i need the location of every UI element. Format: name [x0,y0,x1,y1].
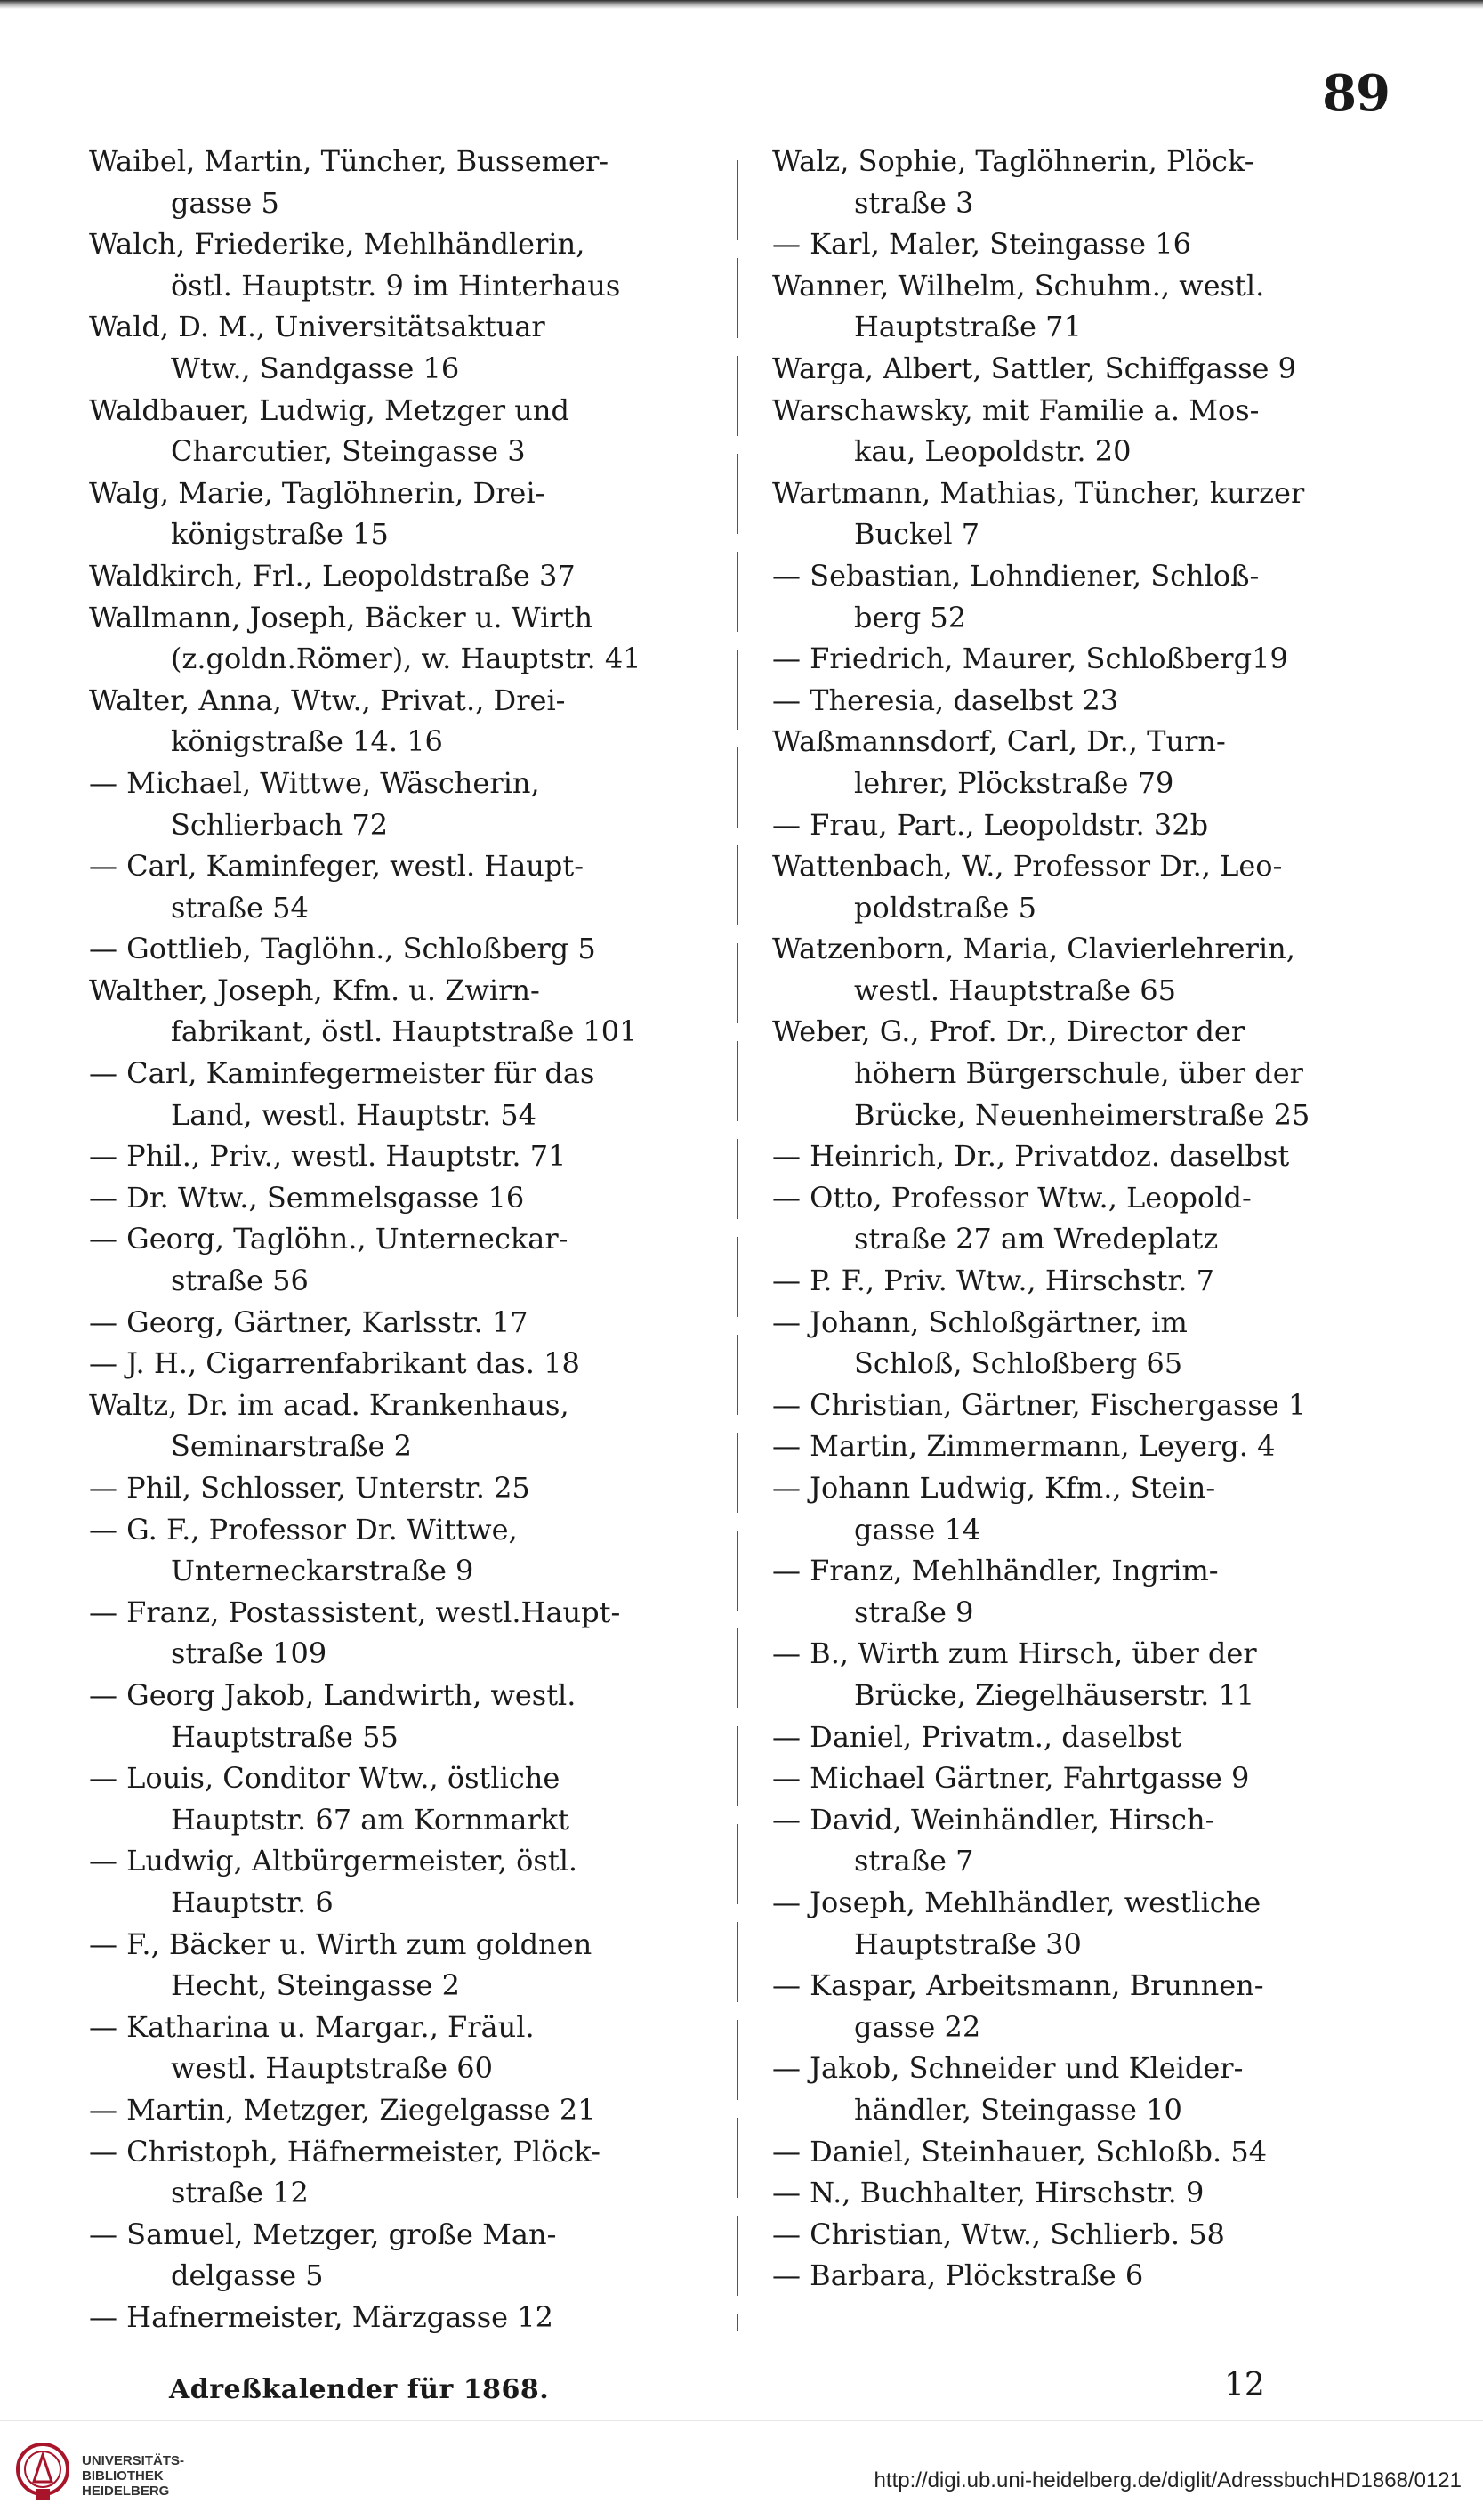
source-url-link[interactable]: http://digi.ub.uni-heidelberg.de/diglit/AdressbuchHD1868/0121 [874,2468,1462,2492]
page-top-edge [0,0,1483,9]
entry-continuation-line: höhern Bürgerschule, über der [854,1056,1303,1091]
directory-entry [89,1302,738,1344]
directory-entry [772,472,1404,555]
entry-line: — Christoph, Häfnermeister, Plöck- [89,2134,600,2169]
directory-entry [772,2048,1404,2130]
entry-line: — Franz, Mehlhändler, Ingrim- [772,1554,1219,1588]
directory-entry [772,1882,1404,1965]
library-name-line: BIBLIOTHEK [82,2468,164,2484]
entry-line: — Franz, Postassistent, westl.Haupt- [89,1595,621,1629]
entry-continuation-line: Brücke, Neuenheimerstraße 25 [854,1097,1310,1132]
entry-line: — Carl, Kaminfegermeister für das [89,1056,595,1091]
entry-line: — David, Weinhändler, Hirsch- [772,1802,1215,1837]
directory-entry [772,1426,1404,1467]
entry-continuation-line: Schloß, Schloßberg 65 [854,1346,1183,1381]
entry-line: Waibel, Martin, Tüncher, Bussemer- [89,144,609,178]
directory-entry [89,555,738,597]
entry-continuation-line: kau, Leopoldstr. 20 [854,434,1132,469]
entry-line: — Johann, Schloßgärtner, im [772,1304,1188,1339]
entry-line: — Heinrich, Dr., Privatdoz. daselbst [772,1139,1290,1174]
directory-entry [89,141,738,223]
entry-continuation-line: händler, Steingasse 10 [854,2092,1182,2127]
directory-entry [89,2297,738,2338]
right-column [772,141,1404,2297]
entry-line: — Daniel, Privatm., daselbst [772,1719,1182,1754]
directory-entry [772,1633,1404,1716]
directory-entry [772,1135,1404,1177]
column-divider [737,160,738,2331]
directory-entry [772,845,1404,928]
directory-entry [772,1965,1404,2048]
entry-line: — Hafnermeister, Märzgasse 12 [89,2299,553,2334]
entry-continuation-line: lehrer, Plöckstraße 79 [854,765,1174,800]
entry-line: — Johann Ludwig, Kfm., Stein- [772,1471,1216,1505]
directory-entry [772,1550,1404,1633]
library-name-line: HEIDELBERG [82,2484,170,2499]
directory-entry [89,845,738,928]
entry-continuation-line: straße 56 [171,1264,309,1298]
directory-entry [89,306,738,389]
entry-continuation-line: gasse 5 [171,185,279,220]
entry-line: Wallmann, Joseph, Bäcker u. Wirth [89,600,593,634]
directory-entry [89,1053,738,1135]
entry-continuation-line: poldstraße 5 [854,890,1036,925]
directory-entry [89,472,738,555]
directory-entry [772,1260,1404,1302]
entry-line: — F., Bäcker u. Wirth zum goldnen [89,1926,592,1961]
entry-line: — Samuel, Metzger, große Man- [89,2217,557,2251]
entry-continuation-line: Hauptstr. 67 am Kornmarkt [171,1802,570,1837]
directory-entry [89,1135,738,1177]
directory-entry [772,928,1404,1011]
entry-line: — Phil., Priv., westl. Hauptstr. 71 [89,1139,567,1174]
entry-continuation-line: Unterneckarstraße 9 [171,1554,474,1588]
entry-continuation-line: Brücke, Ziegelhäuserstr. 11 [854,1677,1255,1712]
entry-line: — Jakob, Schneider und Kleider- [772,2051,1244,2086]
entry-continuation-line: Wtw., Sandgasse 16 [171,351,460,385]
directory-entry [772,2131,1404,2173]
entry-line: — P. F., Priv. Wtw., Hirschstr. 7 [772,1264,1214,1298]
directory-entry [772,390,1404,472]
directory-entry [89,1343,738,1385]
entry-line: Wartmann, Mathias, Tüncher, kurzer [772,475,1305,510]
entry-continuation-line: Hauptstraße 55 [171,1719,399,1754]
entry-continuation-line: westl. Hauptstraße 60 [171,2051,493,2086]
directory-entry [89,2007,738,2089]
entry-continuation-line: westl. Hauptstraße 65 [854,973,1176,1007]
entry-continuation-line: Hauptstraße 71 [854,310,1082,344]
entry-continuation-line: berg 52 [854,600,967,634]
entry-line: Warschawsky, mit Familie a. Mos- [772,392,1260,427]
entry-continuation-line: straße 12 [171,2176,309,2210]
directory-entry [89,2214,738,2297]
entry-line: — Daniel, Steinhauer, Schloßb. 54 [772,2134,1268,2169]
directory-entry [772,223,1404,265]
directory-entry [89,1177,738,1219]
entry-continuation-line: Seminarstraße 2 [171,1429,412,1464]
directory-entry [89,223,738,306]
directory-entry [772,721,1404,804]
directory-entry [772,1799,1404,1882]
directory-entry [772,2172,1404,2214]
entry-line: — Ludwig, Altbürgermeister, östl. [89,1844,578,1878]
entry-continuation-line: östl. Hauptstr. 9 im Hinterhaus [171,268,621,303]
entry-line: Walther, Joseph, Kfm. u. Zwirn- [89,973,540,1007]
page-number: 89 [1322,64,1390,123]
directory-entry [89,1592,738,1675]
entry-continuation-line: Hecht, Steingasse 2 [171,1968,461,2003]
directory-entry [89,763,738,845]
entry-line: — Barbara, Plöckstraße 6 [772,2258,1144,2293]
directory-entry [772,1177,1404,1260]
entry-line: Waldbauer, Ludwig, Metzger und [89,392,569,427]
directory-entry [89,1924,738,2007]
entry-line: Walg, Marie, Taglöhnerin, Drei- [89,475,545,510]
entry-line: — G. F., Professor Dr. Wittwe, [89,1512,518,1547]
footer-title: Adreßkalender für 1868. [169,2374,550,2405]
entry-line: — Michael Gärtner, Fahrtgasse 9 [772,1761,1250,1796]
entry-line: — Kaspar, Arbeitsmann, Brunnen- [772,1968,1264,2003]
directory-entry [772,555,1404,638]
entry-line: — Sebastian, Lohndiener, Schloß- [772,558,1260,593]
directory-entry [89,597,738,680]
entry-continuation-line: Hauptstr. 6 [171,1885,334,1919]
entry-continuation-line: Land, westl. Hauptstr. 54 [171,1097,537,1132]
directory-entry [89,1675,738,1757]
directory-entry [772,638,1404,680]
entry-continuation-line: Hauptstraße 30 [854,1926,1082,1961]
entry-line: Wald, D. M., Universitätsaktuar [89,310,545,344]
left-column [89,141,738,2338]
directory-entry [772,141,1404,223]
directory-entry [772,680,1404,722]
entry-line: — Katharina u. Margar., Fräul. [89,2009,535,2044]
directory-entry [89,1467,738,1509]
directory-entry [89,680,738,763]
entry-line: Waßmannsdorf, Carl, Dr., Turn- [772,724,1226,759]
entry-line: — Frau, Part., Leopoldstr. 32b [772,807,1209,842]
entry-line: — Carl, Kaminfeger, westl. Haupt- [89,849,584,884]
directory-entry [772,1011,1404,1135]
directory-entry [772,348,1404,390]
directory-entry [89,1218,738,1301]
entry-continuation-line: Schlierbach 72 [171,807,389,842]
entry-line: Warga, Albert, Sattler, Schiffgasse 9 [772,351,1296,385]
entry-line: — Karl, Maler, Steingasse 16 [772,227,1191,262]
entry-continuation-line: straße 27 am Wredeplatz [854,1222,1219,1256]
directory-entry [89,1509,738,1592]
entry-line: — Christian, Wtw., Schlierb. 58 [772,2217,1225,2251]
entry-line: Weber, G., Prof. Dr., Director der [772,1014,1245,1049]
entry-line: Walz, Sophie, Taglöhnerin, Plöck- [772,144,1254,178]
entry-line: Watzenborn, Maria, Clavierlehrerin, [772,932,1295,966]
directory-entry [89,1757,738,1840]
entry-line: Wattenbach, W., Professor Dr., Leo- [772,849,1283,884]
entry-line: — Gottlieb, Taglöhn., Schloßberg 5 [89,932,596,966]
entry-line: — Michael, Wittwe, Wäscherin, [89,765,540,800]
directory-entry [772,1467,1404,1550]
entry-line: — Phil, Schlosser, Unterstr. 25 [89,1471,530,1505]
entry-line: — Martin, Zimmermann, Leyerg. 4 [772,1429,1276,1464]
directory-entry [89,2131,738,2214]
directory-entry [89,2089,738,2131]
directory-entry [772,2255,1404,2297]
directory-entry [772,1757,1404,1799]
entry-line: — Georg, Gärtner, Karlsstr. 17 [89,1304,528,1339]
directory-entry [772,265,1404,348]
entry-line: — Martin, Metzger, Ziegelgasse 21 [89,2092,596,2127]
entry-continuation-line: straße 9 [854,1595,974,1629]
entry-continuation-line: gasse 14 [854,1512,981,1547]
directory-entry [772,2214,1404,2256]
entry-line: — Georg Jakob, Landwirth, westl. [89,1677,576,1712]
entry-continuation-line: königstraße 15 [171,517,389,552]
entry-line: — Georg, Taglöhn., Unterneckar- [89,1222,568,1256]
library-bar [0,2420,1483,2520]
directory-entry [89,928,738,970]
entry-continuation-line: straße 7 [854,1844,974,1878]
entry-line: — Friedrich, Maurer, Schloßberg19 [772,642,1288,676]
printer-signature: 12 [1224,2367,1265,2403]
entry-continuation-line: königstraße 14. 16 [171,724,443,759]
entry-continuation-line: straße 109 [171,1636,327,1671]
library-name-line: UNIVERSITÄTS- [82,2453,185,2468]
entry-line: — Theresia, daselbst 23 [772,682,1119,717]
directory-entry [772,1716,1404,1758]
directory-entry [89,1385,738,1467]
library-name [82,2453,184,2499]
entry-continuation-line: (z.goldn.Römer), w. Hauptstr. 41 [171,642,641,676]
university-seal-icon [14,2441,71,2503]
entry-line: — J. H., Cigarrenfabrikant das. 18 [89,1346,580,1381]
entry-line: Walter, Anna, Wtw., Privat., Drei- [89,682,566,717]
entry-continuation-line: straße 3 [854,185,974,220]
entry-continuation-line: Charcutier, Steingasse 3 [171,434,526,469]
entry-line: Walch, Friederike, Mehlhändlerin, [89,227,585,262]
entry-line: Waltz, Dr. im acad. Krankenhaus, [89,1387,569,1422]
entry-line: — N., Buchhalter, Hirschstr. 9 [772,2176,1205,2210]
entry-line: — Otto, Professor Wtw., Leopold- [772,1180,1252,1215]
directory-entry [89,970,738,1053]
entry-continuation-line: gasse 22 [854,2009,981,2044]
directory-entry [89,1840,738,1923]
directory-entry [89,390,738,472]
entry-continuation-line: straße 54 [171,890,309,925]
entry-line: — Joseph, Mehlhändler, westliche [772,1885,1261,1919]
entry-line: — B., Wirth zum Hirsch, über der [772,1636,1257,1671]
entry-continuation-line: delgasse 5 [171,2258,324,2293]
directory-entry [772,1302,1404,1385]
entry-line: — Louis, Conditor Wtw., östliche [89,1761,560,1796]
directory-entry [772,1385,1404,1426]
entry-line: — Dr. Wtw., Semmelsgasse 16 [89,1180,525,1215]
entry-line: Waldkirch, Frl., Leopoldstraße 37 [89,558,576,593]
entry-continuation-line: Buckel 7 [854,517,980,552]
entry-line: — Christian, Gärtner, Fischergasse 1 [772,1387,1307,1422]
entry-continuation-line: fabrikant, östl. Hauptstraße 101 [171,1014,638,1049]
entry-line: Wanner, Wilhelm, Schuhm., westl. [772,268,1265,303]
directory-entry [772,804,1404,846]
